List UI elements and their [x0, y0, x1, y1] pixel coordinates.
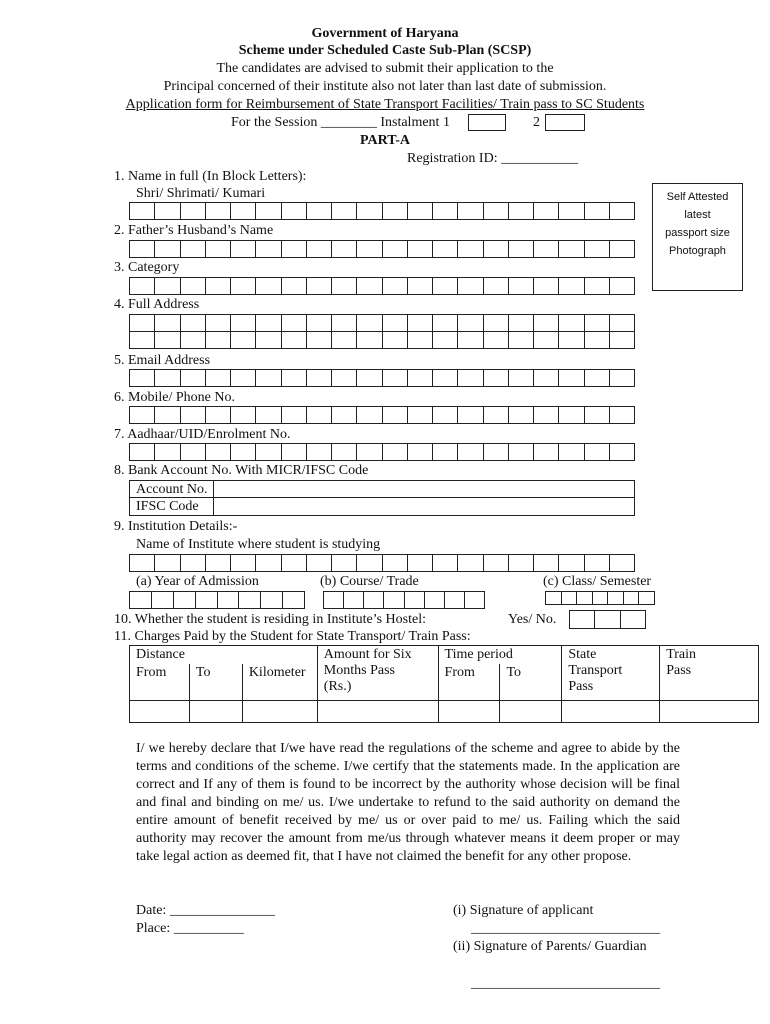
amount-header-line-1: Amount for Six — [323, 647, 412, 662]
char-box[interactable] — [458, 407, 483, 423]
char-box[interactable] — [608, 592, 624, 604]
char-box[interactable] — [458, 241, 483, 257]
photo-label-1: Self Attested — [666, 191, 729, 203]
char-box[interactable] — [231, 203, 256, 219]
char-box[interactable] — [155, 407, 180, 423]
distance-from-header: From — [130, 664, 190, 700]
char-box[interactable] — [585, 407, 610, 423]
instruction-line-2: Principal concerned of their institute also not later than last date of submission. — [163, 79, 607, 94]
char-box[interactable] — [218, 592, 240, 608]
char-box[interactable] — [610, 555, 635, 571]
char-box[interactable] — [282, 241, 307, 257]
char-box[interactable] — [433, 555, 458, 571]
char-box[interactable] — [559, 241, 584, 257]
char-box[interactable] — [624, 592, 640, 604]
char-box[interactable] — [152, 592, 174, 608]
char-box[interactable] — [458, 555, 483, 571]
char-box[interactable] — [130, 203, 155, 219]
instalment-2-box[interactable] — [545, 114, 585, 131]
char-box[interactable] — [155, 444, 180, 460]
char-box[interactable] — [509, 203, 534, 219]
char-box[interactable] — [256, 555, 281, 571]
ifsc-code-input[interactable] — [214, 498, 634, 515]
charges-table — [129, 645, 759, 723]
bank-details-box — [129, 480, 635, 516]
char-box[interactable] — [282, 315, 307, 331]
char-box[interactable] — [509, 278, 534, 294]
char-box[interactable] — [383, 407, 408, 423]
char-box[interactable] — [155, 555, 180, 571]
char-box[interactable] — [130, 315, 155, 331]
char-box[interactable] — [534, 332, 559, 348]
char-box[interactable] — [408, 203, 433, 219]
char-box[interactable] — [585, 444, 610, 460]
char-box[interactable] — [433, 370, 458, 386]
char-box[interactable] — [408, 555, 433, 571]
char-box[interactable] — [383, 444, 408, 460]
char-box[interactable] — [484, 407, 509, 423]
char-box[interactable] — [559, 555, 584, 571]
char-box[interactable] — [593, 592, 609, 604]
account-no-label-cell — [130, 481, 214, 498]
char-box[interactable] — [307, 555, 332, 571]
char-box[interactable] — [344, 592, 364, 608]
char-box[interactable] — [307, 203, 332, 219]
char-box[interactable] — [332, 278, 357, 294]
char-box[interactable] — [181, 203, 206, 219]
char-box[interactable] — [534, 315, 559, 331]
kilometer-header: Kilometer — [242, 664, 317, 700]
photo-label-2: latest — [684, 209, 711, 221]
char-box[interactable] — [357, 555, 382, 571]
char-box[interactable] — [484, 332, 509, 348]
char-box[interactable] — [206, 278, 231, 294]
char-box[interactable] — [621, 611, 646, 628]
char-box[interactable] — [155, 315, 180, 331]
instalment-2-label: 2 — [533, 115, 540, 130]
char-box[interactable] — [559, 203, 584, 219]
char-box[interactable] — [433, 203, 458, 219]
char-box[interactable] — [509, 444, 534, 460]
char-box[interactable] — [425, 592, 445, 608]
table-row — [130, 700, 759, 722]
char-box[interactable] — [181, 241, 206, 257]
instruction-line-1: The candidates are advised to submit their application to the — [216, 61, 554, 76]
course-trade-label: (b) Course/ Trade — [320, 574, 419, 589]
declaration-text: I/ we hereby declare that I/we have read the regulations of the scheme and agree to abide by the terms and conditions of the scheme. I/we certify that the statements made. In the application are correct and If any of them is found to be incorrect by the authority whose decision will be final and final and binding on me/ us. I/we undertake to refund to the said authority on demand the entire amount of benefit received by me/ us or over paid to me/ us. Failing which the said authority may recover the amount from me/us through whatever means it deem proper or may take legal action as deemed fit, that I have not claimed the benefit for any other propose. — [136, 741, 680, 864]
father-name-input-boxes[interactable] — [129, 240, 635, 258]
form-title: Application form for Reimbursement of State Transport Facilities/ Train pass to SC Students — [125, 97, 645, 112]
char-box[interactable] — [585, 278, 610, 294]
char-box[interactable] — [585, 203, 610, 219]
char-box[interactable] — [357, 332, 382, 348]
char-box[interactable] — [282, 332, 307, 348]
char-box[interactable] — [610, 315, 635, 331]
char-box[interactable] — [206, 407, 231, 423]
char-box[interactable] — [256, 332, 281, 348]
char-box[interactable] — [155, 332, 180, 348]
char-box[interactable] — [206, 241, 231, 257]
part-label: PART-A — [359, 133, 411, 148]
char-box[interactable] — [445, 592, 465, 608]
char-box[interactable] — [256, 278, 281, 294]
account-no-input[interactable] — [214, 481, 634, 498]
char-box[interactable] — [307, 332, 332, 348]
char-box[interactable] — [610, 407, 635, 423]
field-3-label: 3. Category — [114, 260, 180, 275]
char-box[interactable] — [458, 332, 483, 348]
date-field[interactable]: Date: _______________ — [136, 903, 275, 918]
char-box[interactable] — [610, 241, 635, 257]
char-box[interactable] — [559, 315, 584, 331]
char-box[interactable] — [383, 203, 408, 219]
signature-guardian-label: (ii) Signature of Parents/ Guardian — [453, 939, 647, 954]
char-box[interactable] — [534, 241, 559, 257]
char-box[interactable] — [256, 315, 281, 331]
char-box[interactable] — [307, 241, 332, 257]
char-box[interactable] — [509, 315, 534, 331]
char-box[interactable] — [484, 203, 509, 219]
char-box[interactable] — [357, 444, 382, 460]
state-transport-line-1: State — [568, 647, 597, 662]
field-4-label: 4. Full Address — [114, 297, 200, 312]
char-box[interactable] — [383, 555, 408, 571]
char-box[interactable] — [332, 241, 357, 257]
input-distance-from[interactable] — [130, 700, 190, 722]
amount-header-line-2: Months Pass — [323, 663, 395, 678]
time-to-header: To — [500, 664, 562, 700]
char-box[interactable] — [357, 407, 382, 423]
category-input-boxes[interactable] — [129, 277, 635, 295]
char-box[interactable] — [256, 370, 281, 386]
institute-name-input-boxes[interactable] — [129, 554, 635, 572]
state-transport-header — [562, 646, 660, 701]
char-box[interactable] — [559, 332, 584, 348]
field-7-label: 7. Aadhaar/UID/Enrolment No. — [114, 427, 291, 442]
char-box[interactable] — [307, 407, 332, 423]
char-box[interactable] — [332, 203, 357, 219]
char-box[interactable] — [383, 370, 408, 386]
time-from-header: From — [438, 664, 500, 700]
char-box[interactable] — [282, 555, 307, 571]
char-box[interactable] — [206, 203, 231, 219]
char-box[interactable] — [639, 592, 655, 604]
place-field[interactable]: Place: __________ — [136, 921, 244, 936]
photo-label-3: passport size — [665, 227, 730, 239]
char-box[interactable] — [585, 370, 610, 386]
char-box[interactable] — [256, 241, 281, 257]
registration-id: Registration ID: ___________ — [407, 151, 579, 166]
char-box[interactable] — [383, 241, 408, 257]
char-box[interactable] — [562, 592, 578, 604]
char-box[interactable] — [610, 332, 635, 348]
table-row — [130, 646, 759, 665]
char-box[interactable] — [307, 278, 332, 294]
char-box[interactable] — [458, 370, 483, 386]
char-box[interactable] — [433, 444, 458, 460]
email-input-boxes[interactable] — [129, 369, 635, 387]
account-no-label: Account No. — [136, 482, 208, 497]
char-box[interactable] — [610, 444, 635, 460]
char-box[interactable] — [383, 332, 408, 348]
session-row — [231, 114, 450, 131]
char-box[interactable] — [181, 278, 206, 294]
char-box[interactable] — [357, 203, 382, 219]
char-box[interactable] — [433, 278, 458, 294]
char-box[interactable] — [206, 444, 231, 460]
char-box[interactable] — [181, 444, 206, 460]
char-box[interactable] — [181, 315, 206, 331]
char-box[interactable] — [509, 370, 534, 386]
char-box[interactable] — [307, 370, 332, 386]
char-box[interactable] — [130, 332, 155, 348]
char-box[interactable] — [282, 203, 307, 219]
char-box[interactable] — [577, 592, 593, 604]
distance-header: Distance — [130, 646, 318, 665]
char-box[interactable] — [559, 370, 584, 386]
char-box[interactable] — [357, 370, 382, 386]
char-box[interactable] — [458, 315, 483, 331]
char-box[interactable] — [610, 203, 635, 219]
signature-applicant-line[interactable]: ___________________________ — [471, 921, 660, 936]
char-box[interactable] — [181, 370, 206, 386]
char-box[interactable] — [130, 241, 155, 257]
char-box[interactable] — [484, 444, 509, 460]
distance-to-header: To — [189, 664, 242, 700]
char-box[interactable] — [130, 555, 155, 571]
char-box[interactable] — [332, 370, 357, 386]
char-box[interactable] — [484, 370, 509, 386]
char-box[interactable] — [570, 611, 595, 628]
char-box[interactable] — [332, 315, 357, 331]
input-distance-to[interactable] — [189, 700, 242, 722]
char-box[interactable] — [261, 592, 283, 608]
char-box[interactable] — [282, 370, 307, 386]
char-box[interactable] — [458, 444, 483, 460]
char-box[interactable] — [332, 444, 357, 460]
input-state-transport[interactable] — [562, 700, 660, 722]
char-box[interactable] — [155, 241, 180, 257]
instalment-1-box[interactable] — [468, 114, 506, 131]
char-box[interactable] — [357, 315, 382, 331]
char-box[interactable] — [484, 241, 509, 257]
char-box[interactable] — [509, 407, 534, 423]
ifsc-code-label: IFSC Code — [136, 499, 199, 514]
aadhaar-input-boxes[interactable] — [129, 443, 635, 461]
char-box[interactable] — [174, 592, 196, 608]
state-transport-line-2: Transport — [568, 663, 623, 678]
char-box[interactable] — [585, 315, 610, 331]
char-box[interactable] — [408, 241, 433, 257]
char-box[interactable] — [231, 332, 256, 348]
char-box[interactable] — [206, 332, 231, 348]
field-5-label: 5. Email Address — [114, 353, 211, 368]
char-box[interactable] — [509, 241, 534, 257]
year-of-admission-label: (a) Year of Admission — [136, 574, 259, 589]
char-box[interactable] — [231, 370, 256, 386]
address-input-boxes-row-2[interactable] — [129, 331, 635, 349]
char-box[interactable] — [509, 555, 534, 571]
field-1-label: 1. Name in full (In Block Letters): — [114, 169, 307, 184]
char-box[interactable] — [405, 592, 425, 608]
input-kilometer[interactable] — [242, 700, 317, 722]
year-of-admission-boxes[interactable] — [129, 591, 305, 609]
field-11-label: 11. Charges Paid by the Student for State Transport/ Train Pass: — [114, 629, 471, 644]
class-semester-boxes[interactable] — [545, 591, 655, 605]
char-box[interactable] — [610, 278, 635, 294]
char-box[interactable] — [357, 241, 382, 257]
char-box[interactable] — [206, 370, 231, 386]
char-box[interactable] — [559, 444, 584, 460]
photograph-box — [652, 183, 743, 291]
char-box[interactable] — [357, 278, 382, 294]
char-box[interactable] — [130, 592, 152, 608]
char-box[interactable] — [559, 407, 584, 423]
char-box[interactable] — [282, 444, 307, 460]
char-box[interactable] — [256, 444, 281, 460]
char-box[interactable] — [130, 278, 155, 294]
char-box[interactable] — [585, 555, 610, 571]
char-box[interactable] — [408, 444, 433, 460]
char-box[interactable] — [408, 278, 433, 294]
char-box[interactable] — [231, 315, 256, 331]
class-semester-label: (c) Class/ Semester — [543, 574, 652, 589]
char-box[interactable] — [458, 278, 483, 294]
signature-guardian-line[interactable]: ___________________________ — [471, 976, 660, 991]
field-2-label: 2. Father’s Husband’s Name — [114, 223, 274, 238]
char-box[interactable] — [231, 555, 256, 571]
char-box[interactable] — [239, 592, 261, 608]
char-box[interactable] — [585, 241, 610, 257]
ifsc-label-cell — [130, 498, 214, 515]
char-box[interactable] — [408, 370, 433, 386]
input-amount[interactable] — [317, 700, 438, 722]
instalment-label: Instalment 1 — [380, 115, 450, 130]
char-box[interactable] — [332, 555, 357, 571]
hostel-yes-no-boxes[interactable] — [569, 610, 646, 629]
field-6-label: 6. Mobile/ Phone No. — [114, 390, 235, 405]
char-box[interactable] — [155, 203, 180, 219]
session-blank: ________ — [320, 115, 377, 130]
field-8-label: 8. Bank Account No. With MICR/IFSC Code — [114, 463, 369, 478]
input-time-to[interactable] — [500, 700, 562, 722]
char-box[interactable] — [256, 203, 281, 219]
char-box[interactable] — [585, 332, 610, 348]
char-box[interactable] — [546, 592, 562, 604]
field-10-label: 10. Whether the student is residing in Institute’s Hostel: — [114, 612, 426, 627]
char-box[interactable] — [433, 241, 458, 257]
char-box[interactable] — [206, 315, 231, 331]
char-box[interactable] — [465, 592, 485, 608]
char-box[interactable] — [282, 278, 307, 294]
session-label: For the Session — [231, 115, 318, 130]
char-box[interactable] — [130, 407, 155, 423]
char-box[interactable] — [231, 407, 256, 423]
char-box[interactable] — [433, 315, 458, 331]
signature-applicant-label: (i) Signature of applicant — [453, 903, 594, 918]
mobile-input-boxes[interactable] — [129, 406, 635, 424]
train-pass-line-2: Pass — [666, 663, 692, 678]
char-box[interactable] — [534, 370, 559, 386]
char-box[interactable] — [559, 278, 584, 294]
char-box[interactable] — [196, 592, 218, 608]
char-box[interactable] — [383, 315, 408, 331]
char-box[interactable] — [534, 203, 559, 219]
char-box[interactable] — [610, 370, 635, 386]
input-time-from[interactable] — [438, 700, 500, 722]
amount-header — [317, 646, 438, 701]
char-box[interactable] — [181, 332, 206, 348]
char-box[interactable] — [324, 592, 344, 608]
char-box[interactable] — [307, 315, 332, 331]
char-box[interactable] — [408, 407, 433, 423]
char-box[interactable] — [364, 592, 384, 608]
input-train-pass[interactable] — [660, 700, 759, 722]
name-input-boxes[interactable] — [129, 202, 635, 220]
time-period-header: Time period — [438, 646, 562, 665]
train-pass-header — [660, 646, 759, 701]
char-box[interactable] — [283, 592, 305, 608]
char-box[interactable] — [181, 407, 206, 423]
char-box[interactable] — [130, 370, 155, 386]
field-9-sublabel: Name of Institute where student is studying — [136, 537, 381, 552]
train-pass-line-1: Train — [666, 647, 697, 662]
char-box[interactable] — [282, 407, 307, 423]
char-box[interactable] — [231, 278, 256, 294]
photo-label-4: Photograph — [669, 245, 726, 257]
char-box[interactable] — [433, 332, 458, 348]
field-1-sublabel: Shri/ Shrimati/ Kumari — [136, 186, 266, 201]
char-box[interactable] — [484, 315, 509, 331]
char-box[interactable] — [384, 592, 404, 608]
address-input-boxes-row-1[interactable] — [129, 314, 635, 332]
field-9-label: 9. Institution Details:- — [114, 519, 238, 534]
char-box[interactable] — [231, 241, 256, 257]
char-box[interactable] — [534, 407, 559, 423]
char-box[interactable] — [130, 444, 155, 460]
char-box[interactable] — [155, 370, 180, 386]
char-box[interactable] — [484, 278, 509, 294]
char-box[interactable] — [534, 555, 559, 571]
amount-header-line-3: (Rs.) — [323, 679, 352, 694]
hostel-yes-no-label: Yes/ No. — [508, 612, 557, 627]
char-box[interactable] — [509, 332, 534, 348]
char-box[interactable] — [383, 278, 408, 294]
char-box[interactable] — [595, 611, 620, 628]
char-box[interactable] — [458, 203, 483, 219]
char-box[interactable] — [206, 555, 231, 571]
char-box[interactable] — [433, 407, 458, 423]
char-box[interactable] — [408, 332, 433, 348]
char-box[interactable] — [484, 555, 509, 571]
char-box[interactable] — [332, 332, 357, 348]
char-box[interactable] — [181, 555, 206, 571]
char-box[interactable] — [155, 278, 180, 294]
char-box[interactable] — [256, 407, 281, 423]
char-box[interactable] — [534, 278, 559, 294]
form-header-title: Government of Haryana — [311, 26, 459, 41]
course-trade-boxes[interactable] — [323, 591, 485, 609]
form-header-subtitle: Scheme under Scheduled Caste Sub-Plan (SCSP) — [238, 43, 532, 58]
char-box[interactable] — [231, 444, 256, 460]
state-transport-line-3: Pass — [568, 679, 594, 694]
char-box[interactable] — [408, 315, 433, 331]
char-box[interactable] — [307, 444, 332, 460]
char-box[interactable] — [534, 444, 559, 460]
char-box[interactable] — [332, 407, 357, 423]
